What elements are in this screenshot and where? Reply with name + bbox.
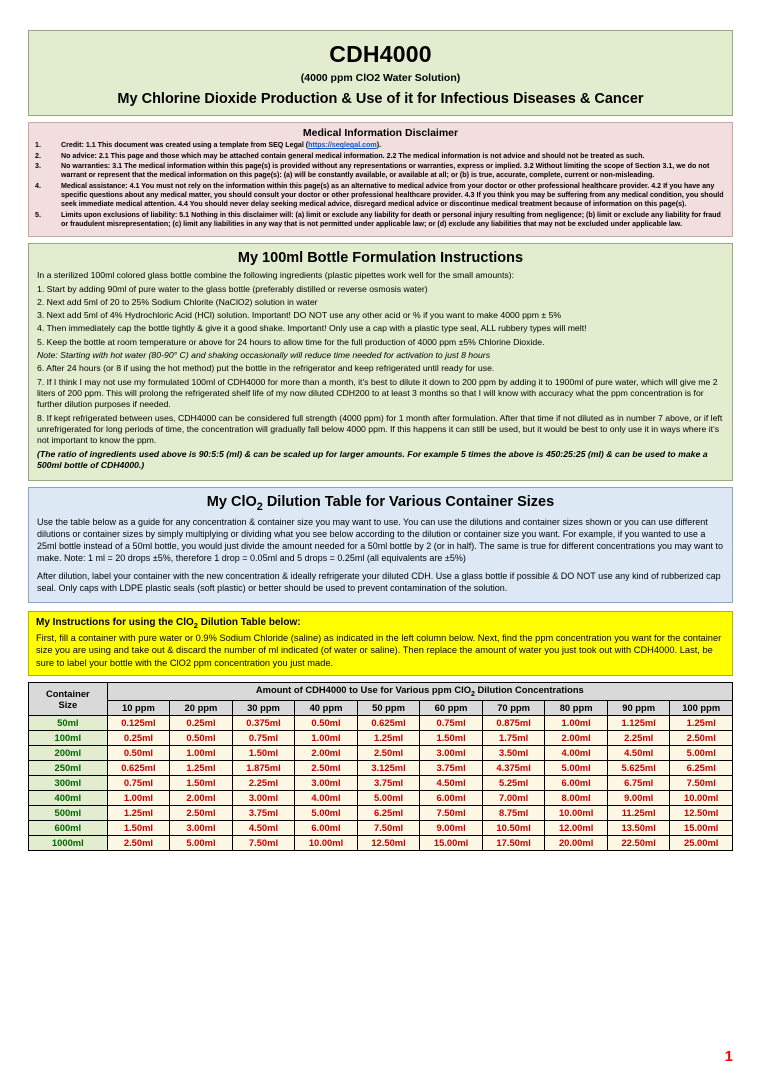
table-cell: 9.00ml: [607, 791, 670, 806]
table-cell: 1.00ml: [545, 716, 608, 731]
table-cell: 2.50ml: [170, 806, 233, 821]
table-cell: 1.75ml: [482, 731, 545, 746]
table-cell: 0.75ml: [232, 731, 295, 746]
table-cell: 1.25ml: [357, 731, 420, 746]
seqlegal-link[interactable]: https://seqlegal.com: [308, 141, 377, 149]
table-cell: 10.00ml: [670, 791, 733, 806]
table-cell: 1.50ml: [420, 731, 483, 746]
list-item-text: Limits upon exclusions of liability: 5.1 Nothing in this disclaimer will: (a) limit or exclude any liability for death or personal injury resulting from negligence; (b) limit or exclude any liability for fraud or fraudulent misrepresentation; (c) limit any liabilities in any way that is not permitted under applicable law; or (d) exclude any liabilities that may not be excluded under applicable law.: [61, 210, 721, 228]
table-cell: 17.50ml: [482, 836, 545, 851]
table-cell: 1.00ml: [295, 731, 358, 746]
table-cell: 0.125ml: [107, 716, 170, 731]
table-cell: 2.25ml: [607, 731, 670, 746]
table-row: [29, 761, 733, 776]
column-header-ppm: 50 ppm: [357, 701, 420, 716]
table-cell: 0.75ml: [420, 716, 483, 731]
table-cell: 0.75ml: [107, 776, 170, 791]
formulation-ratio-note: (The ratio of ingredients used above is 90:5:5 (ml) & can be scaled up for larger amounts. For example 5 times the above is 450:25:25 (ml) & can be used to make a 500ml bottle of CDH4000.): [37, 448, 708, 470]
column-header-container-size: [29, 683, 108, 716]
page-tagline: My Chlorine Dioxide Production & Use of it for Infectious Diseases & Cancer: [117, 91, 644, 107]
container-size-label-line2: Size: [58, 698, 78, 710]
table-cell: 6.75ml: [607, 776, 670, 791]
list-item-text: No advice: 2.1 This page and those which may be attached contain general medical information. 2.2 The medical information is not advice and should not be treated as such.: [61, 151, 645, 160]
table-cell: 10.00ml: [295, 836, 358, 851]
formulation-panel: [28, 243, 733, 481]
table-row: [29, 746, 733, 761]
column-header-ppm: 90 ppm: [607, 701, 670, 716]
table-cell: 5.25ml: [482, 776, 545, 791]
table-cell: 1.875ml: [232, 761, 295, 776]
table-cell: 7.50ml: [232, 836, 295, 851]
column-header-ppm: 10 ppm: [107, 701, 170, 716]
dilution-table: [28, 682, 733, 851]
table-cell: 7.00ml: [482, 791, 545, 806]
table-cell: 2.25ml: [232, 776, 295, 791]
formulation-line: 6. After 24 hours (or 8 if using the hot method) put the bottle in the refrigerator and keep refrigerated until ready for use.: [37, 363, 495, 374]
row-container-size: 50ml: [29, 716, 108, 731]
table-cell: 12.50ml: [670, 806, 733, 821]
table-row: [29, 731, 733, 746]
table-cell: 2.00ml: [170, 791, 233, 806]
column-header-ppm: 100 ppm: [670, 701, 733, 716]
table-cell: 1.00ml: [170, 746, 233, 761]
disclaimer-title: Medical Information Disclaimer: [302, 127, 459, 139]
formulation-line: 3. Next add 5ml of 4% Hydrochloric Acid (HCl) solution. Important! DO NOT use any other acid or % if you want to make 4000 ppm ± 5%: [37, 310, 562, 321]
row-container-size: 250ml: [29, 761, 108, 776]
formulation-title: My 100ml Bottle Formulation Instructions: [237, 250, 524, 267]
table-row: [29, 821, 733, 836]
dilution-info-paragraph: After dilution, label your container with the new concentration & ideally refrigerate your diluted CDH. Use a glass bottle if possible & DO NOT use any kind of rubberized cap seal. Only caps with LDPE plastic seals (soft plastic) or better should be used to prevent contamination of the solution.: [37, 570, 721, 593]
list-item-text: No warranties: 3.1 The medical information within this page(s) is provided without any representations or warranties, express or implied. 3.2 Without limiting the scope of Section 3.1, we do not warrant or represent that the medical information on this page(s): (a) will be constantly available, or available at all; or (b) is true, accurate, complete, current or non-misleading.: [61, 162, 710, 180]
row-container-size: 600ml: [29, 821, 108, 836]
list-item: [35, 152, 726, 161]
table-cell: 5.00ml: [670, 746, 733, 761]
table-cell: 7.50ml: [420, 806, 483, 821]
table-cell: 15.00ml: [670, 821, 733, 836]
table-cell: 2.50ml: [295, 761, 358, 776]
table-cell: 22.50ml: [607, 836, 670, 851]
table-cell: 10.50ml: [482, 821, 545, 836]
table-cell: 3.00ml: [232, 791, 295, 806]
table-cell: 20.00ml: [545, 836, 608, 851]
column-header-ppm: 70 ppm: [482, 701, 545, 716]
column-header-ppm: 40 ppm: [295, 701, 358, 716]
list-item: [35, 141, 726, 150]
column-header-amount-span: Amount of CDH4000 to Use for Various ppm ClO$_2$ Dilution Concentrations: [107, 683, 732, 701]
list-item-number: 3.: [35, 162, 41, 171]
instructions-panel: [28, 611, 733, 676]
table-cell: 3.00ml: [295, 776, 358, 791]
table-cell: 6.25ml: [357, 806, 420, 821]
row-container-size: 400ml: [29, 791, 108, 806]
formulation-line: 4. Then immediately cap the bottle tightly & give it a good shake. Important! Only use a cap with a plastic type seal, ALL rubbery types will melt!: [37, 323, 587, 334]
table-cell: 3.00ml: [420, 746, 483, 761]
table-cell: 1.50ml: [232, 746, 295, 761]
column-header-ppm: 30 ppm: [232, 701, 295, 716]
table-cell: 4.00ml: [295, 791, 358, 806]
formulation-line: In a sterilized 100ml colored glass bottle combine the following ingredients (plastic pipettes work well for the small amounts):: [37, 270, 515, 281]
table-cell: 7.50ml: [357, 821, 420, 836]
table-header-row: [29, 701, 733, 716]
table-cell: 6.00ml: [420, 791, 483, 806]
table-cell: 5.00ml: [545, 761, 608, 776]
medical-disclaimer-panel: [28, 122, 733, 237]
table-cell: 12.50ml: [357, 836, 420, 851]
table-row: [29, 806, 733, 821]
column-header-ppm: 60 ppm: [420, 701, 483, 716]
list-item-number: 1.: [35, 141, 41, 149]
table-cell: 12.00ml: [545, 821, 608, 836]
table-row: [29, 716, 733, 731]
table-row: [29, 791, 733, 806]
list-item: [35, 211, 726, 229]
column-header-ppm: 80 ppm: [545, 701, 608, 716]
list-item-number: 5.: [35, 210, 41, 219]
table-cell: 0.625ml: [107, 761, 170, 776]
table-cell: 0.50ml: [170, 731, 233, 746]
list-item-text: Credit: 1.1 This document was created using a template from SEQ Legal (https://seqlegal.com).: [61, 141, 382, 149]
table-cell: 5.00ml: [295, 806, 358, 821]
page-number: 1: [724, 1048, 733, 1065]
table-cell: 4.50ml: [607, 746, 670, 761]
table-cell: 1.00ml: [107, 791, 170, 806]
instructions-body: First, fill a container with pure water or 0.9% Sodium Chloride (saline) as indicated in the left column below. Next, find the ppm concentration you want for the container size you are using and take out & discard the number of ml indicated (of water or saline). Then replace the amount of water you just took out with CDH4000. Last, be sure to label your bottle with the ClO2 ppm concentration you just made.: [36, 632, 722, 668]
table-cell: 13.50ml: [607, 821, 670, 836]
table-cell: 3.75ml: [420, 761, 483, 776]
document-header: [28, 30, 733, 116]
table-cell: 2.50ml: [107, 836, 170, 851]
row-container-size: 500ml: [29, 806, 108, 821]
table-row: [29, 776, 733, 791]
column-header-ppm: 20 ppm: [170, 701, 233, 716]
container-size-label-line1: Container: [45, 687, 90, 699]
formulation-note: Note: Starting with hot water (80-90° C) and shaking occasionally will reduce time needed for activation to just 8 hours: [37, 350, 491, 361]
table-cell: 1.25ml: [170, 761, 233, 776]
page-subtitle: (4000 ppm ClO2 Water Solution): [300, 72, 461, 84]
table-cell: 0.375ml: [232, 716, 295, 731]
table-cell: 6.00ml: [295, 821, 358, 836]
table-cell: 4.00ml: [545, 746, 608, 761]
table-cell: 2.50ml: [357, 746, 420, 761]
table-cell: 0.25ml: [107, 731, 170, 746]
table-cell: 15.00ml: [420, 836, 483, 851]
table-cell: 4.50ml: [232, 821, 295, 836]
table-cell: 6.25ml: [670, 761, 733, 776]
row-container-size: 300ml: [29, 776, 108, 791]
table-cell: 2.50ml: [670, 731, 733, 746]
table-cell: 1.50ml: [170, 776, 233, 791]
row-container-size: 1000ml: [29, 836, 108, 851]
table-cell: 3.00ml: [170, 821, 233, 836]
table-cell: 0.50ml: [295, 716, 358, 731]
list-item: [35, 162, 726, 180]
table-cell: 4.50ml: [420, 776, 483, 791]
table-cell: 3.75ml: [232, 806, 295, 821]
table-cell: 1.25ml: [107, 806, 170, 821]
table-cell: 5.625ml: [607, 761, 670, 776]
table-cell: 0.625ml: [357, 716, 420, 731]
disclaimer-list: [35, 141, 726, 229]
table-cell: 4.375ml: [482, 761, 545, 776]
table-cell: 0.875ml: [482, 716, 545, 731]
dilution-info-paragraph: Use the table below as a guide for any concentration & container size you may want to use. You can use the dilutions and container sizes shown or you can use different dilutions or container sizes by simply multiplying or dividing what you see below according to the dilution or container size you want. For example, if you wanted to use a 25ml bottle instead of a 50ml bottle, you would just divide the amount needed for a 50ml bottle by 2 (or in half). The same is true for different concentrations you may want to make. Note: 1 ml = 20 drops ±5%, therefore 1 drop = 0.05ml and 5 drops = 0.25ml (all equivalents are ±5%): [37, 517, 724, 563]
table-cell: 1.125ml: [607, 716, 670, 731]
dilution-info-title: My ClO$_2$ Dilution Table for Various Container Sizes: [206, 494, 555, 514]
table-cell: 8.75ml: [482, 806, 545, 821]
table-cell: 1.50ml: [107, 821, 170, 836]
table-cell: 3.125ml: [357, 761, 420, 776]
table-cell: 3.50ml: [482, 746, 545, 761]
table-cell: 6.00ml: [545, 776, 608, 791]
table-row: [29, 836, 733, 851]
table-cell: 2.00ml: [545, 731, 608, 746]
row-container-size: 100ml: [29, 731, 108, 746]
table-cell: 8.00ml: [545, 791, 608, 806]
table-cell: 0.50ml: [107, 746, 170, 761]
instructions-title: My Instructions for using the ClO$_2$ Dilution Table below:: [36, 616, 301, 630]
dilution-info-panel: [28, 487, 733, 603]
table-cell: 3.75ml: [357, 776, 420, 791]
table-cell: 2.00ml: [295, 746, 358, 761]
list-item-text: Medical assistance: 4.1 You must not rely on the information within this page(s) as an alternative to medical advice from your doctor or other professional healthcare provider. 4.2 If you have any specific questions about any medical matter, you should consult your doctor or other professional healthcare provider. 4.3 If you think you may be suffering from any medical condition, you should seek immediate medical attention. 4.4 You should never delay seeking medical advice, disregard medical advice or discontinue medical treatment because of information on this page(s).: [61, 181, 724, 208]
table-cell: 25.00ml: [670, 836, 733, 851]
list-item-number: 4.: [35, 181, 41, 190]
table-cell: 5.00ml: [357, 791, 420, 806]
table-cell: 9.00ml: [420, 821, 483, 836]
table-cell: 10.00ml: [545, 806, 608, 821]
formulation-line: 8. If kept refrigerated between uses, CDH4000 can be considered full strength (4000 ppm) for 1 month after formulation. After that time if not diluted as in number 7 above, or if left unrefrigerated for long periods of time, the concentration will gradually fall below 4000 ppm. If this happens it can still be used, but it would be best to only use it in ways where it's not important to know the ppm.: [37, 412, 723, 446]
formulation-line: 2. Next add 5ml of 20 to 25% Sodium Chlorite (NaClO2) solution in water: [37, 296, 318, 307]
table-cell: 11.25ml: [607, 806, 670, 821]
page-title: CDH4000: [329, 41, 432, 67]
table-header-row: [29, 683, 733, 701]
row-container-size: 200ml: [29, 746, 108, 761]
table-cell: 0.25ml: [170, 716, 233, 731]
formulation-line: 5. Keep the bottle at room temperature or above for 24 hours to allow time for the full production of 4000 ppm ±5% Chlorine Dioxide.: [37, 336, 545, 347]
formulation-line: 7. If I think I may not use my formulated 100ml of CDH4000 for more than a month, it's best to dilute it down to 200 ppm by adding it to 1900ml of pure water, which will give me 2 liters of 200 ppm. This will prolong the refrigerated shelf life of my now diluted CDH200 to at least 3 months so that I will know with accuracy what the ppm concentration is for further dilution purposes if needed.: [37, 376, 718, 410]
formulation-line: 1. Start by adding 90ml of pure water to the glass bottle (preferably distilled or reverse osmosis water): [37, 283, 428, 294]
table-cell: 5.00ml: [170, 836, 233, 851]
list-item-number: 2.: [35, 151, 41, 160]
table-cell: 7.50ml: [670, 776, 733, 791]
table-cell: 1.25ml: [670, 716, 733, 731]
list-item: [35, 182, 726, 209]
